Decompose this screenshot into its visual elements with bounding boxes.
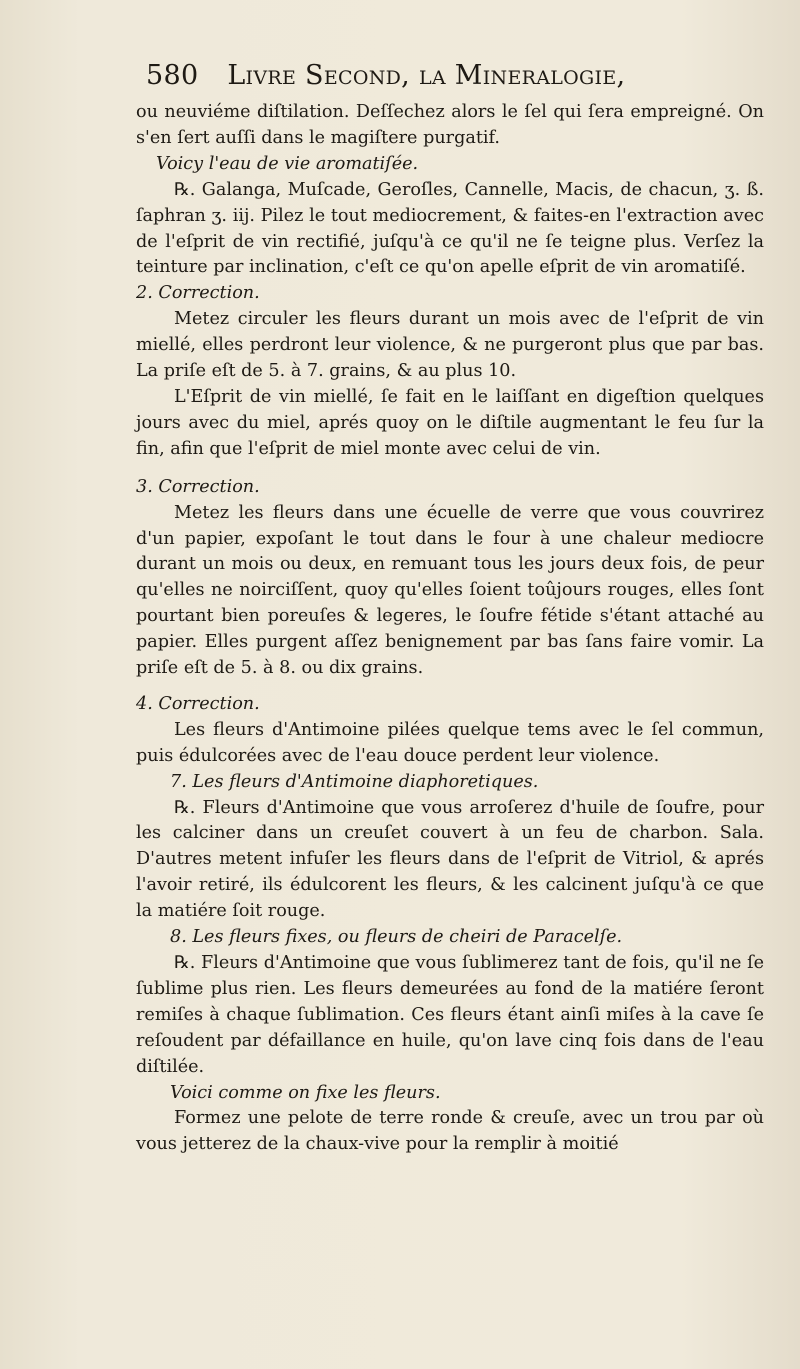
running-header: [146, 60, 746, 91]
paragraph: Metez circuler les fleurs durant un mois avec de l'eſprit de vin miellé, elles perdront leur violence, & ne purgeront plus que par bas. La priſe eſt de 5. à 7. grains, & au plus 10.: [136, 309, 764, 382]
section-heading: Voicy l'eau de vie aromatiſée.: [156, 153, 419, 174]
paragraph: ℞. Fleurs d'Antimoine que vous arroſerez d'huile de ſoufre, pour les calciner dans un creuſet couvert à un feu de charbon. Sala. D'autres metent infuſer les fleurs dans de l'eſprit de Vitriol, & aprés l'avoir retiré, ils édulcorent les fleurs, & les calcinent juſqu'à ce que la matiére ſoit rouge.: [136, 797, 764, 922]
running-title: Livre Second, la Mineralogie,: [227, 60, 626, 91]
paragraph: ℞. Fleurs d'Antimoine que vous ſublimerez tant de fois, qu'il ne ſe ſublime plus rien. Les fleurs demeurées au fond de la matiére ſeront remiſes à chaque ſublimation. Ces fleurs étant ainſi miſes à la cave ſe reſoudent par défaillance en huile, qu'on lave cinq fois dans de l'eau diſtilée.: [136, 953, 764, 1077]
section-heading: Voici comme on fixe les fleurs.: [170, 1082, 441, 1103]
body-text: [136, 100, 764, 1158]
section-heading: 7. Les fleurs d'Antimoine diaphoretiques.: [170, 771, 539, 792]
section-heading: 4. Correction.: [136, 693, 260, 714]
paragraph: Les fleurs d'Antimoine pilées quelque tems avec le ſel commun, puis édulcorées avec de l'eau douce perdent leur violence.: [136, 719, 764, 766]
paragraph: Formez une pelote de terre ronde & creuſe, avec un trou par où vous jetterez de la chaux-vive pour la remplir à moitié: [136, 1108, 764, 1155]
paragraph: ℞. Galanga, Muſcade, Geroſles, Cannelle, Macis, de chacun, ʒ. ß. ſaphran ʒ. iij. Pilez le tout mediocrement, & faites-en l'extraction avec de l'eſprit de vin rectifié, juſqu'à ce qu'il ne ſe teigne plus. Verſez la teinture par inclination, c'eſt ce qu'on apelle eſprit de vin aromatiſé.: [136, 179, 764, 278]
paragraph: L'Eſprit de vin miellé, ſe fait en le laiſſant en digeſtion quelques jours avec du miel, aprés quoy on le diſtile augmentant le feu ſur la fin, afin que l'eſprit de miel monte avec celui de vin.: [136, 386, 764, 459]
paragraph: ou neuviéme diſtilation. Deſſechez alors le ſel qui ſera empreigné. On s'en ſert auſſi dans le magiſtere purgatif.: [136, 102, 764, 148]
paragraph: Metez les fleurs dans une écuelle de verre que vous couvrirez d'un papier, expoſant le tout dans le four à une chaleur mediocre durant un mois ou deux, en remuant tous les jours deux fois, de peur qu'elles ne noirciſſent, quoy qu'elles ſoient toûjours rouges, elles ſont pourtant bien poreuſes & legeres, le ſoufre fétide s'étant attaché au papier. Elles purgent aſſez benignement par bas ſans faire vomir. La priſe eſt de 5. à 8. ou dix grains.: [136, 502, 764, 679]
section-heading: 8. Les fleurs fixes, ou fleurs de cheiri de Paracelſe.: [170, 927, 623, 948]
section-heading: 2. Correction.: [136, 283, 260, 304]
page-number: 580: [146, 60, 199, 91]
section-heading: 3. Correction.: [136, 476, 260, 497]
